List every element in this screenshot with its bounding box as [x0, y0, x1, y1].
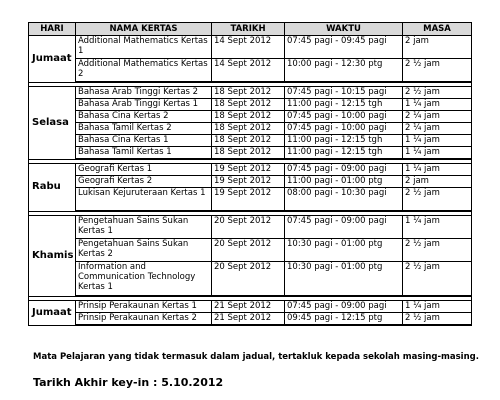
paper-cell: Bahasa Arab Tinggi Kertas 2	[76, 87, 212, 99]
header-time: WAKTU	[285, 23, 403, 36]
time-cell: 09:45 pagi - 12:15 ptg	[285, 313, 403, 326]
date-cell: 18 Sept 2012	[212, 147, 285, 160]
paper-cell: Bahasa Tamil Kertas 1	[76, 147, 212, 160]
paper-cell: Bahasa Cina Kertas 1	[76, 135, 212, 147]
day-cell: Jumaat	[29, 301, 76, 326]
date-cell: 20 Sept 2012	[212, 216, 285, 239]
date-cell: 19 Sept 2012	[212, 164, 285, 176]
exam-schedule-table	[28, 22, 472, 326]
time-cell: 11:00 pagi - 12:15 tgh	[285, 99, 403, 111]
table-row	[29, 239, 472, 262]
duration-cell: 2 ½ jam	[403, 59, 472, 83]
table-row	[29, 216, 472, 239]
table-row	[29, 111, 472, 123]
duration-cell: 2 ½ jam	[403, 188, 472, 212]
paper-cell: Prinsip Perakaunan Kertas 1	[76, 301, 212, 313]
paper-cell: Geografi Kertas 2	[76, 176, 212, 188]
table-row	[29, 36, 472, 59]
time-cell: 10:00 pagi - 12:30 ptg	[285, 59, 403, 83]
date-cell: 21 Sept 2012	[212, 301, 285, 313]
paper-cell: Geografi Kertas 1	[76, 164, 212, 176]
date-cell: 18 Sept 2012	[212, 99, 285, 111]
paper-cell: Additional Mathematics Kertas 1	[76, 36, 212, 59]
duration-cell: 1 ¼ jam	[403, 147, 472, 160]
paper-cell: Additional Mathematics Kertas 2	[76, 59, 212, 83]
day-cell: Selasa	[29, 87, 76, 160]
time-cell: 07:45 pagi - 09:00 pagi	[285, 164, 403, 176]
duration-cell: 1 ¼ jam	[403, 301, 472, 313]
time-cell: 10:30 pagi - 01:00 ptg	[285, 262, 403, 297]
paper-cell: Bahasa Tamil Kertas 2	[76, 123, 212, 135]
time-cell: 07:45 pagi - 09:00 pagi	[285, 301, 403, 313]
time-cell: 07:45 pagi - 09:45 pagi	[285, 36, 403, 59]
footnote: Mata Pelajaran yang tidak termasuk dalam jadual, tertakluk kepada sekolah masing-masing.	[33, 352, 479, 362]
paper-cell: Pengetahuan Sains Sukan Kertas 2	[76, 239, 212, 262]
time-cell: 11:00 pagi - 12:15 tgh	[285, 135, 403, 147]
table-row	[29, 164, 472, 176]
table-row	[29, 87, 472, 99]
duration-cell: 2 ½ jam	[403, 262, 472, 297]
table-row	[29, 59, 472, 83]
duration-cell: 1 ¼ jam	[403, 99, 472, 111]
date-cell: 19 Sept 2012	[212, 176, 285, 188]
header-row	[29, 23, 472, 36]
paper-cell: Bahasa Cina Kertas 2	[76, 111, 212, 123]
day-cell: Rabu	[29, 164, 76, 212]
table-row	[29, 99, 472, 111]
time-cell: 11:00 pagi - 12:15 tgh	[285, 147, 403, 160]
table-row	[29, 313, 472, 326]
duration-cell: 2 jam	[403, 36, 472, 59]
date-cell: 19 Sept 2012	[212, 188, 285, 212]
table-row	[29, 176, 472, 188]
duration-cell: 2 jam	[403, 176, 472, 188]
table-row	[29, 147, 472, 160]
time-cell: 07:45 pagi - 10:00 pagi	[285, 123, 403, 135]
duration-cell: 1 ¼ jam	[403, 164, 472, 176]
table-row	[29, 262, 472, 297]
duration-cell: 2 ¼ jam	[403, 123, 472, 135]
date-cell: 18 Sept 2012	[212, 135, 285, 147]
day-cell: Jumaat	[29, 36, 76, 83]
duration-cell: 2 ½ jam	[403, 87, 472, 99]
time-cell: 08:00 pagi - 10:30 pagi	[285, 188, 403, 212]
day-cell: Khamis	[29, 216, 76, 297]
time-cell: 07:45 pagi - 10:15 pagi	[285, 87, 403, 99]
duration-cell: 2 ½ jam	[403, 239, 472, 262]
date-cell: 14 Sept 2012	[212, 36, 285, 59]
duration-cell: 2 ½ jam	[403, 313, 472, 326]
paper-cell: Bahasa Arab Tinggi Kertas 1	[76, 99, 212, 111]
date-cell: 20 Sept 2012	[212, 239, 285, 262]
time-cell: 07:45 pagi - 10:00 pagi	[285, 111, 403, 123]
table-row	[29, 135, 472, 147]
duration-cell: 1 ¼ jam	[403, 135, 472, 147]
paper-cell: Pengetahuan Sains Sukan Kertas 1	[76, 216, 212, 239]
date-cell: 20 Sept 2012	[212, 262, 285, 297]
header-paper: NAMA KERTAS	[76, 23, 212, 36]
date-cell: 21 Sept 2012	[212, 313, 285, 326]
date-cell: 18 Sept 2012	[212, 123, 285, 135]
table-row	[29, 123, 472, 135]
header-date: TARIKH	[212, 23, 285, 36]
paper-cell: Lukisan Kejuruteraan Kertas 1	[76, 188, 212, 212]
time-cell: 07:45 pagi - 09:00 pagi	[285, 216, 403, 239]
header-duration: MASA	[403, 23, 472, 36]
time-cell: 11:00 pagi - 01:00 ptg	[285, 176, 403, 188]
paper-cell: Prinsip Perakaunan Kertas 2	[76, 313, 212, 326]
duration-cell: 1 ¼ jam	[403, 216, 472, 239]
time-cell: 10:30 pagi - 01:00 ptg	[285, 239, 403, 262]
duration-cell: 2 ¼ jam	[403, 111, 472, 123]
date-cell: 18 Sept 2012	[212, 111, 285, 123]
date-cell: 14 Sept 2012	[212, 59, 285, 83]
deadline-text: Tarikh Akhir key-in : 5.10.2012	[33, 376, 224, 389]
header-day: HARI	[29, 23, 76, 36]
date-cell: 18 Sept 2012	[212, 87, 285, 99]
paper-cell: Information and Communication Technology Kertas 1	[76, 262, 212, 297]
table-row	[29, 301, 472, 313]
table-row	[29, 188, 472, 212]
schedule-body	[29, 36, 472, 326]
